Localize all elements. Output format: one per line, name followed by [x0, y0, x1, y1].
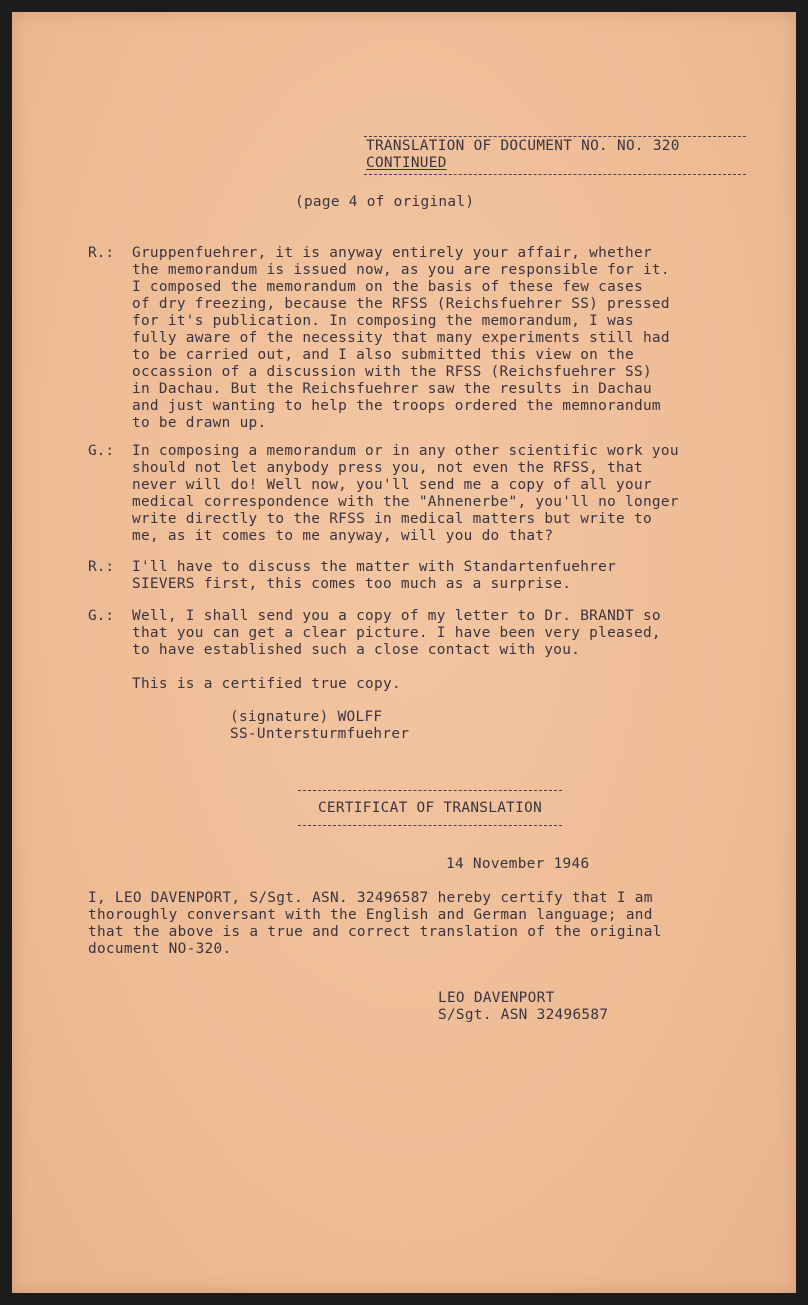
certificate-bottom-rule: [298, 825, 562, 826]
certificate-body-line: that the above is a true and correct translation of the original: [88, 924, 662, 940]
heading-top-rule: [364, 136, 746, 137]
text-line: medical correspondence with the "Ahnenerbe", you'll no longer: [132, 494, 679, 510]
speaker-label: R.:: [88, 245, 114, 261]
speaker-label: G.:: [88, 608, 114, 624]
text-line: Gruppenfuehrer, it is anyway entirely your affair, whether: [132, 245, 652, 261]
text-line: in Dachau. But the Reichsfuehrer saw the results in Dachau: [132, 381, 652, 397]
heading-bottom-rule: [364, 174, 746, 175]
text-line: I'll have to discuss the matter with Standartenfuehrer: [132, 559, 617, 575]
text-line: and just wanting to help the troops ordered the memnorandum: [132, 398, 661, 414]
signature-title: SS-Untersturmfuehrer: [230, 726, 410, 742]
text-line: SIEVERS first, this comes too much as a surprise.: [132, 576, 572, 592]
text-line: that you can get a clear picture. I have been very pleased,: [132, 625, 661, 641]
text-line: In composing a memorandum or in any other scientific work you: [132, 443, 679, 459]
text-line: to be drawn up.: [132, 415, 267, 431]
certified-note: This is a certified true copy.: [132, 676, 401, 692]
translator-name: LEO DAVENPORT: [438, 990, 555, 1006]
text-line: fully aware of the necessity that many experiments still had: [132, 330, 670, 346]
text-line: I composed the memorandum on the basis of these few cases: [132, 279, 643, 295]
certificate-date: 14 November 1946: [446, 856, 590, 872]
dialogue-text: [132, 245, 758, 432]
dialogue-text: [132, 559, 758, 593]
certificate-title: CERTIFICAT OF TRANSLATION: [317, 800, 543, 816]
document-heading: [364, 136, 746, 175]
dialogue-text: [132, 608, 758, 659]
speaker-label: G.:: [88, 443, 114, 459]
certificate-body-line: thoroughly conversant with the English and German language; and: [88, 907, 653, 923]
text-line: never will do! Well now, you'll send me a copy of all your: [132, 477, 652, 493]
speaker-label: R.:: [88, 559, 114, 575]
certificate-heading: [298, 790, 562, 826]
translator-rank: S/Sgt. ASN 32496587: [438, 1007, 609, 1023]
text-line: of dry freezing, because the RFSS (Reichsfuehrer SS) pressed: [132, 296, 670, 312]
text-line: to have established such a close contact with you.: [132, 642, 581, 658]
signature-name: (signature) WOLFF: [230, 709, 383, 725]
text-line: occassion of a discussion with the RFSS (Reichsfuehrer SS): [132, 364, 652, 380]
text-line: should not let anybody press you, not even the RFSS, that: [132, 460, 643, 476]
text-line: me, as it comes to me anyway, will you do that?: [132, 528, 554, 544]
heading-continued: CONTINUED: [366, 155, 447, 171]
heading-title: TRANSLATION OF DOCUMENT NO. NO. 320: [366, 138, 680, 154]
document-page: [12, 12, 796, 1293]
text-line: to be carried out, and I also submitted this view on the: [132, 347, 634, 363]
page-note: (page 4 of original): [295, 194, 475, 210]
certificate-body-line: I, LEO DAVENPORT, S/Sgt. ASN. 32496587 hereby certify that I am: [88, 890, 653, 906]
certificate-top-rule: [298, 790, 562, 791]
text-line: for it's publication. In composing the memorandum, I was: [132, 313, 634, 329]
text-line: Well, I shall send you a copy of my letter to Dr. BRANDT so: [132, 608, 661, 624]
text-line: the memorandum is issued now, as you are responsible for it.: [132, 262, 670, 278]
dialogue-text: [132, 443, 758, 545]
text-line: write directly to the RFSS in medical matters but write to: [132, 511, 652, 527]
certificate-body-line: document NO-320.: [88, 941, 232, 957]
